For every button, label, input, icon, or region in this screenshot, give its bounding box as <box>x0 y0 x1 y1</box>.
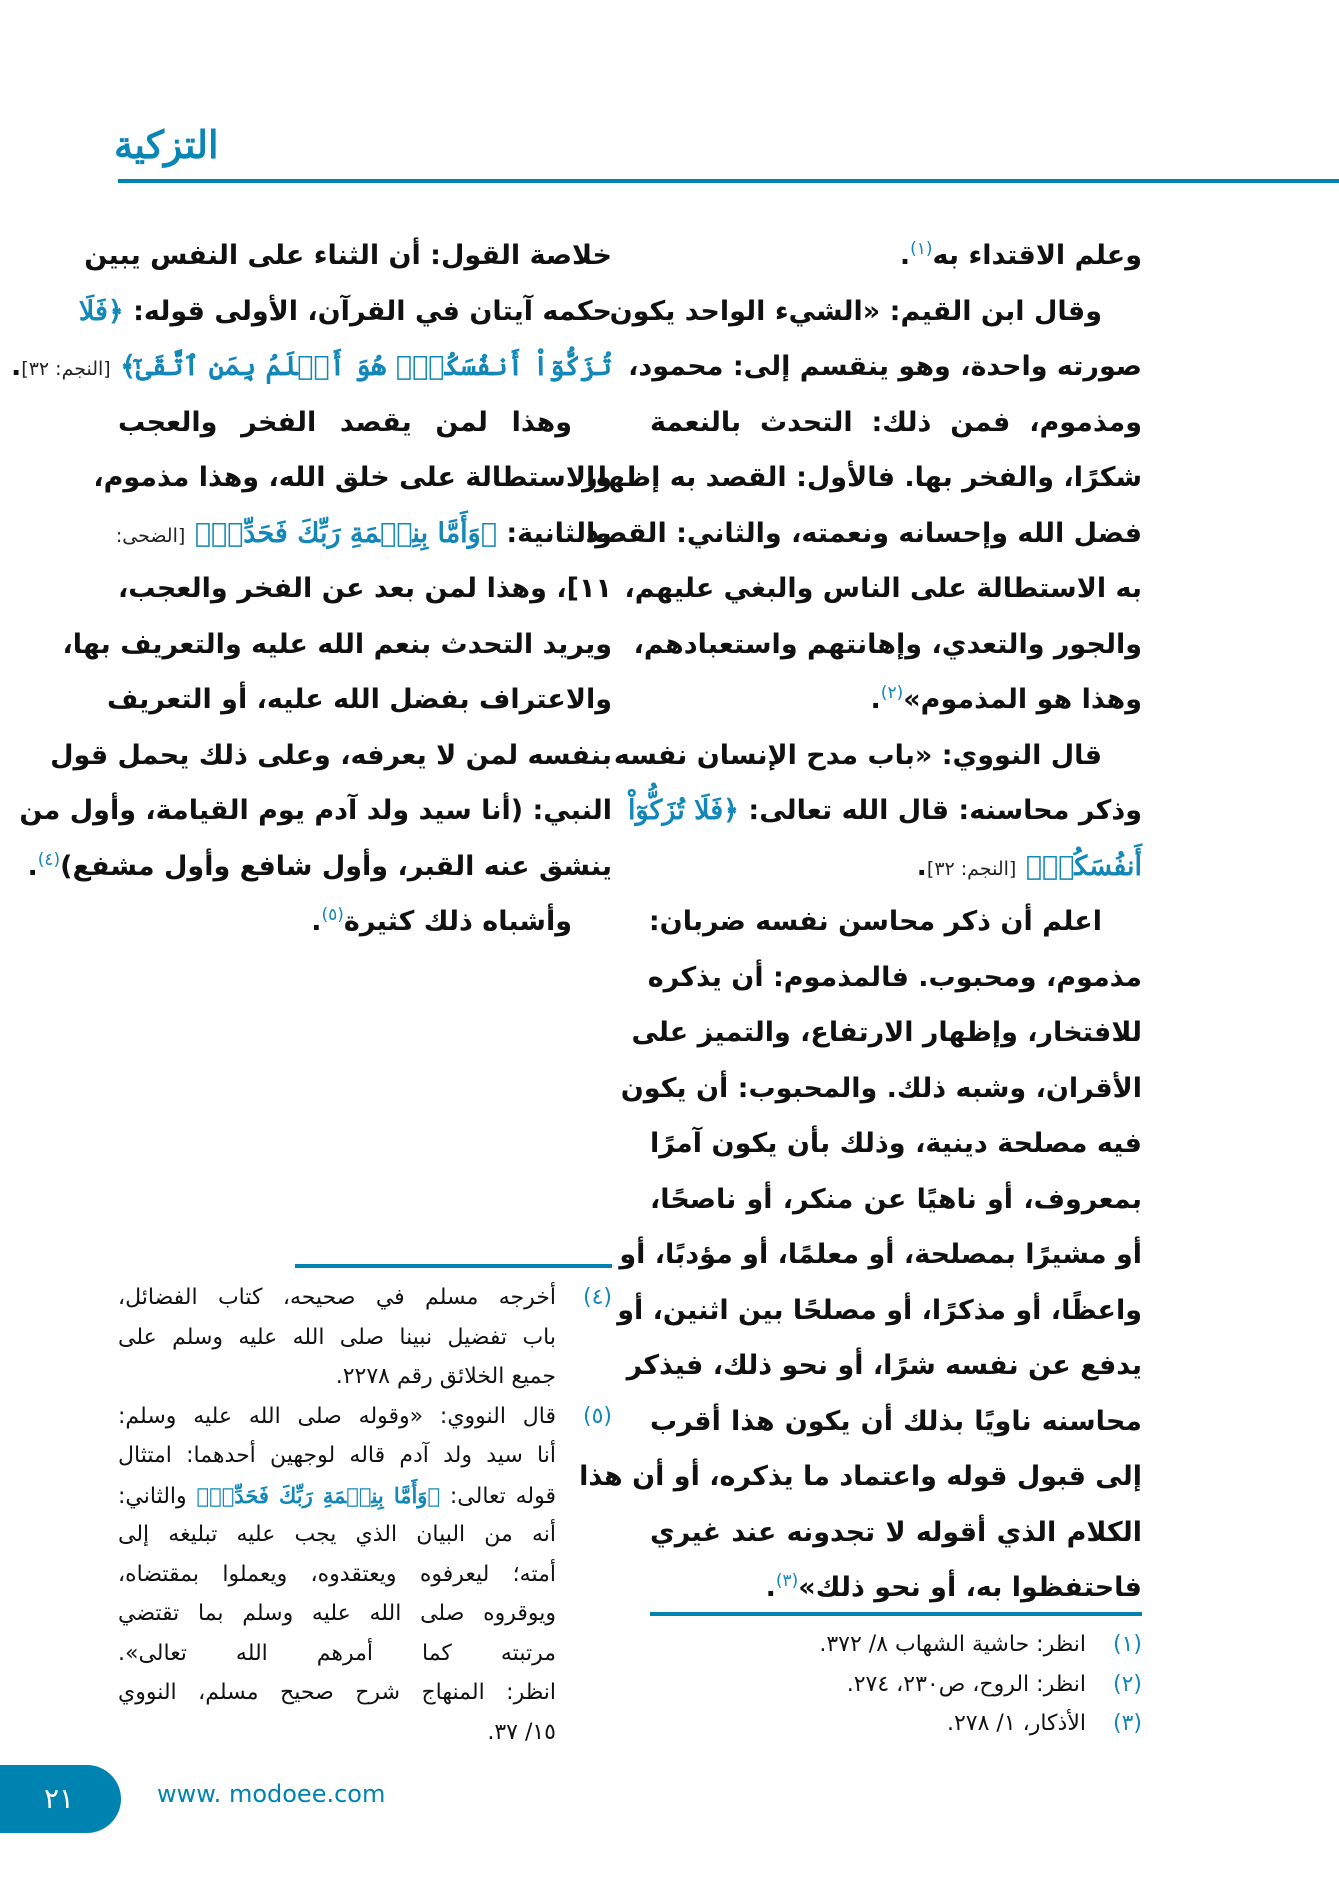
text-line <box>19 783 612 839</box>
text-line <box>78 284 612 340</box>
text-line <box>27 839 612 895</box>
text-run: . <box>311 906 322 937</box>
text-run: . <box>27 850 38 882</box>
text-run: إلى قبول قوله واعتماد ما يذكره، أو أن هذا <box>579 1461 1142 1492</box>
text-run: مرتبته كما أمرهم الله تعالى». <box>118 1640 556 1666</box>
text-line <box>628 783 1142 839</box>
text-line <box>650 839 1142 895</box>
text-run: قال النووي: «وقوله صلى الله عليه وسلم: <box>118 1403 556 1429</box>
text-run: . <box>11 351 22 382</box>
page-number: ٢١ <box>44 1782 75 1815</box>
footnotes-left <box>118 1278 612 1752</box>
quran-verse: أَنفُسَكُمۡ﴾ <box>1025 850 1142 882</box>
footnote-number: (٣) <box>1112 1711 1142 1736</box>
text-line <box>650 1394 1142 1450</box>
text-line <box>118 561 612 617</box>
text-run: الأقران، وشبه ذلك. والمحبوب: أن يكون <box>620 1072 1142 1104</box>
text-run: ١١]، وهذا لمن بعد عن الفخر والعجب، <box>118 573 612 604</box>
text-run: صورته واحدة، وهو ينقسم إلى: محمود، <box>628 351 1142 382</box>
footnote-line <box>118 1397 556 1437</box>
text-run: ينشق عنه القبر، وأول شافع وأول مشفع) <box>60 850 612 882</box>
footnote-marker: (٤) <box>37 849 61 870</box>
text-run: اعلم أن ذكر محاسن نفسه ضربان: <box>648 906 1102 937</box>
text-line <box>582 450 1142 506</box>
text-run: واعظًا، أو مذكرًا، أو مصلحًا بين اثنين، أو <box>617 1294 1142 1326</box>
footnote-line <box>118 1713 556 1753</box>
text-line <box>650 1116 1142 1172</box>
quran-verse: ﴿وَأَمَّا بِنِعۡمَةِ رَبِّكَ فَحَدِّثۡ﴾ <box>196 1482 441 1508</box>
text-run: وعلم الاقتداء به <box>932 240 1142 271</box>
text-run: وأشباه ذلك كثيرة <box>343 906 572 937</box>
text-run: . <box>870 684 881 715</box>
running-header-title: التزكية <box>114 122 219 167</box>
text-run: الأذكار، ١/ ٢٧٨. <box>946 1711 1086 1736</box>
text-run <box>111 351 120 382</box>
text-line <box>617 1283 1142 1339</box>
footnote-line <box>118 1357 556 1397</box>
text-line <box>650 395 1142 451</box>
text-run: . <box>765 1572 776 1603</box>
quran-verse: تُزَكُّوٓاْ أَنفُسَكُمۡۖ هُوَ أَعۡلَمُ بِمَنِ ٱتَّقَىٰٓ﴾ <box>120 351 612 382</box>
quran-verse: ﴿فَلَا <box>78 295 124 327</box>
text-line <box>633 617 1142 673</box>
footnote-body <box>650 1625 1086 1665</box>
text-run: باب تفضيل نبينا صلى الله عليه وسلم على <box>118 1324 556 1350</box>
text-line <box>118 894 612 950</box>
text-line <box>84 228 612 284</box>
footnote-number: (١) <box>1112 1632 1142 1657</box>
verse-reference: [النجم: ٣٢] <box>926 857 1017 880</box>
text-run: حكمه آيتان في القرآن، الأولى قوله: <box>123 295 612 327</box>
text-run: انظر: الروح، ص٢٣٠، ٢٧٤. <box>846 1671 1086 1697</box>
footnote-marker: (١) <box>910 239 933 259</box>
text-line <box>650 1560 1142 1616</box>
text-line <box>50 728 612 784</box>
text-run: وذكر محاسنه: قال الله تعالى: <box>739 795 1142 826</box>
text-run: بمعروف، أو ناهيًا عن منكر، أو ناصحًا، <box>650 1183 1142 1215</box>
text-run: فاحتفظوا به، أو نحو ذلك» <box>798 1572 1142 1603</box>
footnote-marker: (٢) <box>880 683 904 703</box>
text-run: أخرجه مسلم في صحيحه، كتاب الفضائل، <box>118 1285 556 1310</box>
text-line <box>579 1449 1142 1505</box>
text-line <box>626 1338 1142 1394</box>
text-line <box>11 339 612 395</box>
text-run: والاستطالة على خلق الله، وهذا مذموم، <box>93 462 612 493</box>
text-run: به الاستطالة على الناس والبغي عليهم، <box>624 573 1142 604</box>
footnote <box>118 1278 612 1397</box>
footnote <box>650 1625 1142 1665</box>
text-line <box>628 339 1142 395</box>
verse-reference: [الضحى: <box>115 524 186 547</box>
text-run: ومذموم، فمن ذلك: التحدث بالنعمة <box>650 406 1142 438</box>
text-line <box>609 284 1142 340</box>
text-line <box>118 395 612 451</box>
text-line <box>62 617 612 673</box>
text-run <box>185 518 194 549</box>
text-run: أو مشيرًا بمصلحة، أو معلمًا، أو مؤدبًا، أو <box>619 1239 1142 1270</box>
footnote-number: (٤) <box>582 1285 612 1310</box>
footnote-line <box>650 1625 1086 1665</box>
text-run: النبي: (أنا سيد ولد آدم يوم القيامة، وأول من <box>19 795 612 826</box>
text-run: شكرًا، والفخر بها. فالأول: القصد به إظهار <box>582 462 1142 493</box>
footnote <box>118 1397 612 1753</box>
footnote-body <box>118 1397 556 1753</box>
footnote-line <box>118 1555 556 1595</box>
left-text-column <box>11 228 612 950</box>
text-run: الكلام الذي أقوله لا تجدونه عند غيري <box>650 1516 1142 1548</box>
quran-verse: ﴿وَأَمَّا بِنِعۡمَةِ رَبِّكَ فَحَدِّثۡ﴾ <box>194 517 497 549</box>
footnote-line <box>118 1318 556 1358</box>
footnote-marker: (٣) <box>775 1571 799 1591</box>
footnote-line <box>118 1515 556 1555</box>
quran-verse: ﴿فَلَا تُزَكُّوٓاْ <box>628 795 739 826</box>
footnote-line <box>118 1634 556 1674</box>
text-run: انظر: المنهاج شرح صحيح مسلم، النووي <box>118 1680 556 1705</box>
text-line <box>650 1505 1142 1561</box>
text-run: فضل الله وإحسانه ونعمته، والثاني: القصد <box>585 517 1142 549</box>
text-run: وهذا هو المذموم» <box>903 684 1142 715</box>
text-run: مذموم، ومحبوب. فالمذموم: أن يذكره <box>647 961 1142 993</box>
text-line <box>624 561 1142 617</box>
text-line <box>585 506 1142 562</box>
text-run <box>1016 851 1025 882</box>
text-line <box>650 1172 1142 1228</box>
text-run: . <box>916 850 927 882</box>
text-line <box>650 672 1142 728</box>
right-text-column <box>579 228 1142 1616</box>
footnote-separator-left <box>295 1264 612 1268</box>
text-run: أمته؛ ليعرفوه ويعتقدوه، ويعملوا بمقتضاه، <box>118 1561 556 1587</box>
footnote-line <box>650 1665 1086 1705</box>
text-run: ويريد التحدث بنعم الله عليه والتعريف بها، <box>62 628 612 660</box>
text-run: قال النووي: «باب مدح الإنسان نفسه <box>613 739 1102 771</box>
text-run: خلاصة القول: أن الثناء على النفس يبين <box>84 240 612 271</box>
footnote <box>650 1665 1142 1705</box>
text-line <box>650 894 1142 950</box>
text-line <box>115 506 612 562</box>
footnote-number: (٢) <box>1112 1671 1142 1697</box>
footnote-marker: (٥) <box>321 905 344 925</box>
text-run: ١٥/ ٣٧. <box>487 1719 556 1745</box>
footnotes-right <box>650 1625 1142 1744</box>
text-line <box>620 1061 1142 1117</box>
header-rule <box>118 179 1339 183</box>
footnote-body <box>650 1704 1086 1744</box>
text-run: أنا سيد ولد آدم قاله لوجهين أحدهما: امتثال <box>118 1443 556 1468</box>
footnote-separator-right <box>650 1612 1142 1616</box>
text-run: وهذا لمن يقصد الفخر والعجب <box>118 406 572 438</box>
text-line <box>613 728 1142 784</box>
text-run: للافتخار، وإظهار الارتفاع، والتميز على <box>631 1017 1142 1048</box>
footnote-line <box>118 1436 556 1476</box>
footnote-line <box>650 1704 1086 1744</box>
text-line <box>650 228 1142 284</box>
text-run: قوله تعالى: <box>440 1483 556 1509</box>
text-line <box>93 450 612 506</box>
verse-reference: [النجم: ٣٢] <box>21 358 111 380</box>
footnote-line <box>118 1476 556 1516</box>
text-run: وقال ابن القيم: «الشيء الواحد يكون <box>609 295 1102 327</box>
footnote-body <box>118 1278 556 1397</box>
text-line <box>631 1005 1142 1061</box>
footnote-line <box>118 1594 556 1634</box>
website-url: www. modoee.com <box>157 1780 386 1808</box>
footnote-line <box>118 1278 556 1318</box>
footnote <box>650 1704 1142 1744</box>
text-run: ويوقروه صلى الله عليه وسلم بما تقتضي <box>118 1601 556 1626</box>
text-run: يدفع عن نفسه شرًا، أو نحو ذلك، فيذكر <box>626 1350 1142 1381</box>
text-run: جميع الخلائق رقم ٢٢٧٨. <box>335 1364 556 1389</box>
text-run: محاسنه ناويًا بذلك أن يكون هذا أقرب <box>650 1405 1142 1437</box>
text-run: والجور والتعدي، وإهانتهم واستعبادهم، <box>633 628 1142 660</box>
footnote-line <box>118 1673 556 1713</box>
text-line <box>107 672 612 728</box>
footnote-number: (٥) <box>582 1403 612 1429</box>
text-run: فيه مصلحة دينية، وذلك بأن يكون آمرًا <box>650 1128 1142 1159</box>
text-run: . <box>899 240 911 271</box>
text-run: أنه من البيان الذي يجب عليه تبليغه إلى <box>118 1522 556 1547</box>
text-line <box>619 1227 1142 1283</box>
text-line <box>647 950 1142 1006</box>
page-number-badge <box>0 1765 121 1833</box>
footnote-body <box>650 1665 1086 1705</box>
text-run: والاعتراف بفضل الله عليه، أو التعريف <box>107 684 612 715</box>
text-run: والثانية: <box>496 517 612 549</box>
text-run: والثاني: <box>118 1483 197 1509</box>
text-run: انظر: حاشية الشهاب ٨/ ٣٧٢. <box>819 1632 1086 1657</box>
text-run: بنفسه لمن لا يعرفه، وعلى ذلك يحمل قول <box>50 739 612 771</box>
